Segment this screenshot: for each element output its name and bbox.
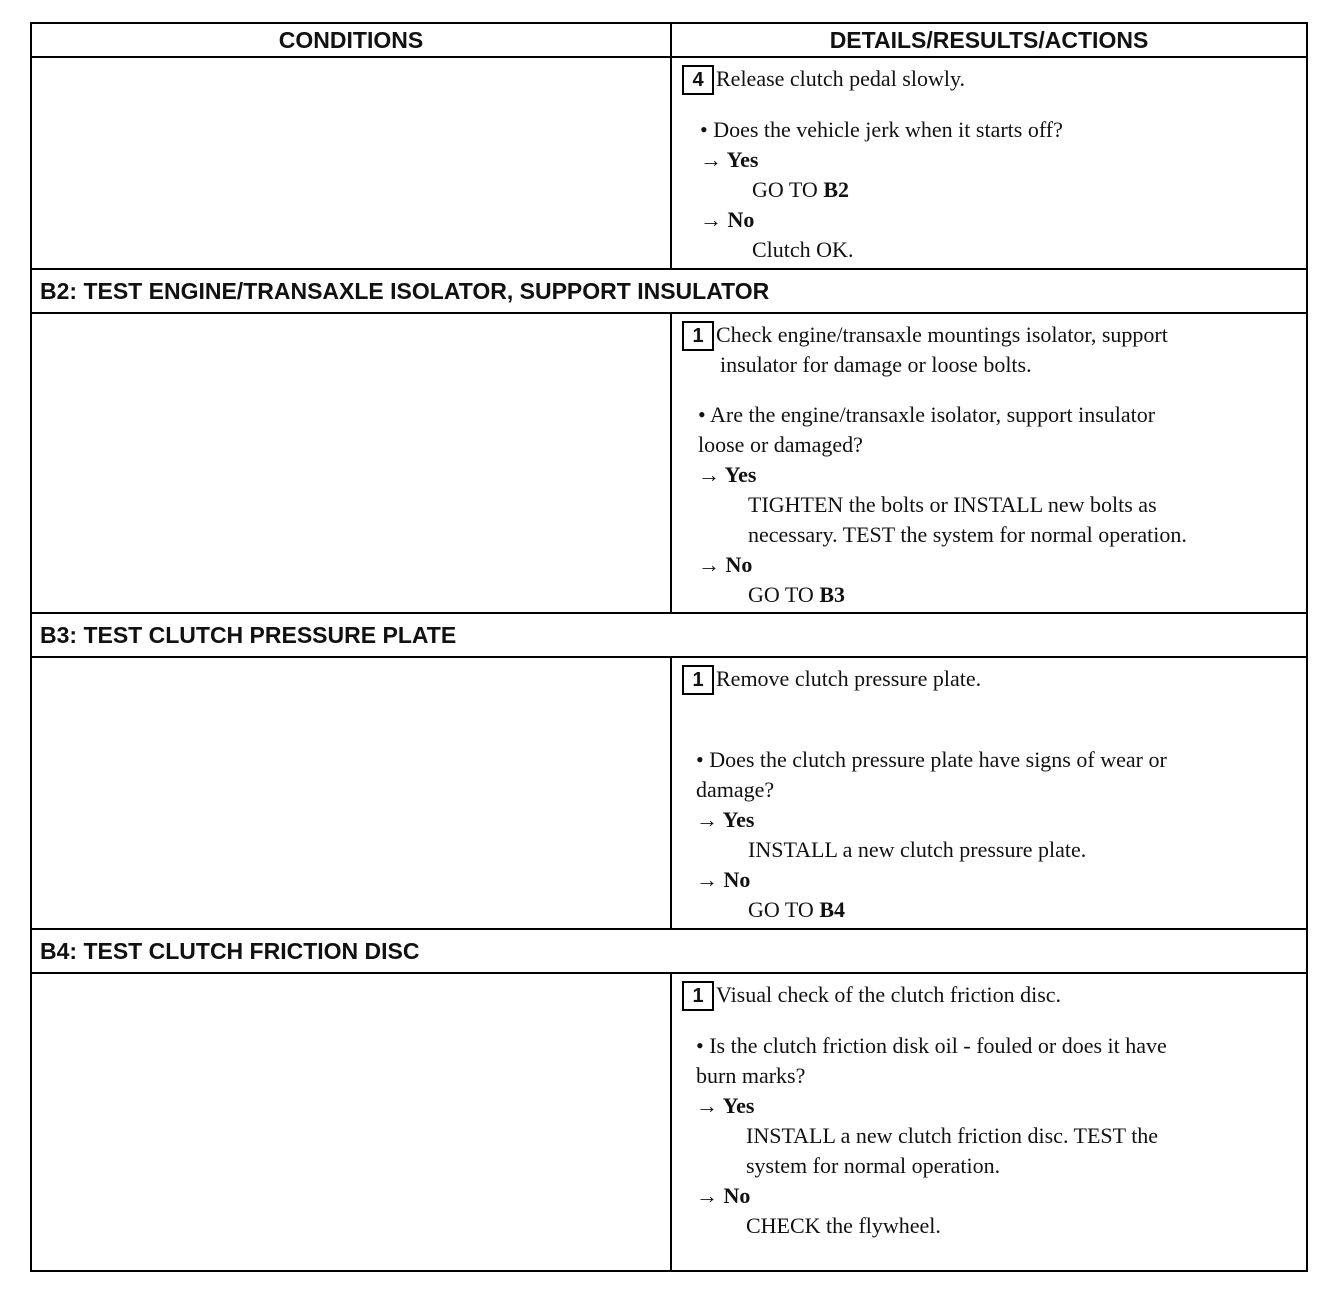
yes-label: → Yes [698,462,757,487]
step [682,664,1298,695]
yes-action-line: TIGHTEN the bolts or INSTALL new bolts as [748,492,1157,517]
step [682,980,1298,1011]
step-number: 1 [682,665,714,695]
no-label: → No [696,867,751,892]
yes-action-line: necessary. TEST the system for normal operation. [748,522,1187,547]
step-text: Visual check of the clutch friction disc. [716,982,1062,1007]
no-action: GO TO B3 [748,582,845,607]
question-line: loose or damaged? [698,432,863,457]
diagnostic-table [30,22,1308,1272]
step-number: 1 [682,321,714,351]
details-cell [672,658,1306,928]
step [682,64,1298,95]
section-title: B3: TEST CLUTCH PRESSURE PLATE [40,622,457,648]
step-content [682,320,1298,610]
yes-action: INSTALL a new clutch pressure plate. [748,837,1087,862]
b2-title-row [32,270,1306,314]
no-label: → No [700,207,755,232]
b2-step1-row [32,314,1306,614]
no-label: → No [696,1183,751,1208]
section-title: B2: TEST ENGINE/TRANSAXLE ISOLATOR, SUPPORT INSULATOR [40,278,770,304]
no-action: GO TO B4 [748,897,845,922]
question-line: • Does the clutch pressure plate have signs of wear or [696,747,1167,772]
no-action: CHECK the flywheel. [746,1213,941,1238]
question-line: • Is the clutch friction disk oil - fouled or does it have [696,1033,1167,1058]
details-cell [672,58,1306,268]
b4-step1-row [32,974,1306,1270]
table-header-row [32,24,1306,58]
step-text: Check engine/transaxle mountings isolator, support insulator for damage or loose bolts. [716,322,1168,377]
b3-step1-row [32,658,1306,930]
details-cell [672,314,1306,612]
section-title: B4: TEST CLUTCH FRICTION DISC [40,938,420,964]
step-content [682,980,1298,1241]
details-header: DETAILS/RESULTS/ACTIONS [829,27,1149,53]
yes-action: GO TO B2 [752,177,849,202]
step-text: Release clutch pedal slowly. [716,66,966,91]
step-number: 1 [682,981,714,1011]
question-line: damage? [696,777,775,802]
conditions-cell [32,658,672,928]
yes-action-line: INSTALL a new clutch friction disc. TEST the [746,1123,1159,1148]
b4-title-row [32,930,1306,974]
conditions-header: CONDITIONS [32,24,672,56]
yes-label: → Yes [696,807,755,832]
b3-title-row [32,614,1306,658]
question-line: burn marks? [696,1063,806,1088]
step-text: Remove clutch pressure plate. [716,666,982,691]
yes-action-line: system for normal operation. [746,1153,1001,1178]
yes-label: → Yes [700,147,759,172]
conditions-cell [32,58,672,268]
b1-step4-row [32,58,1306,270]
question: • Does the vehicle jerk when it starts off? [700,117,1063,142]
details-cell [672,974,1306,1270]
conditions-cell [32,974,672,1270]
no-label: → No [698,552,753,577]
step-content [682,64,1298,265]
step-content [682,664,1298,925]
step [682,320,1298,380]
question-line: • Are the engine/transaxle isolator, support insulator [698,402,1156,427]
step-number: 4 [682,65,714,95]
yes-label: → Yes [696,1093,755,1118]
conditions-cell [32,314,672,612]
no-action: Clutch OK. [752,237,854,262]
